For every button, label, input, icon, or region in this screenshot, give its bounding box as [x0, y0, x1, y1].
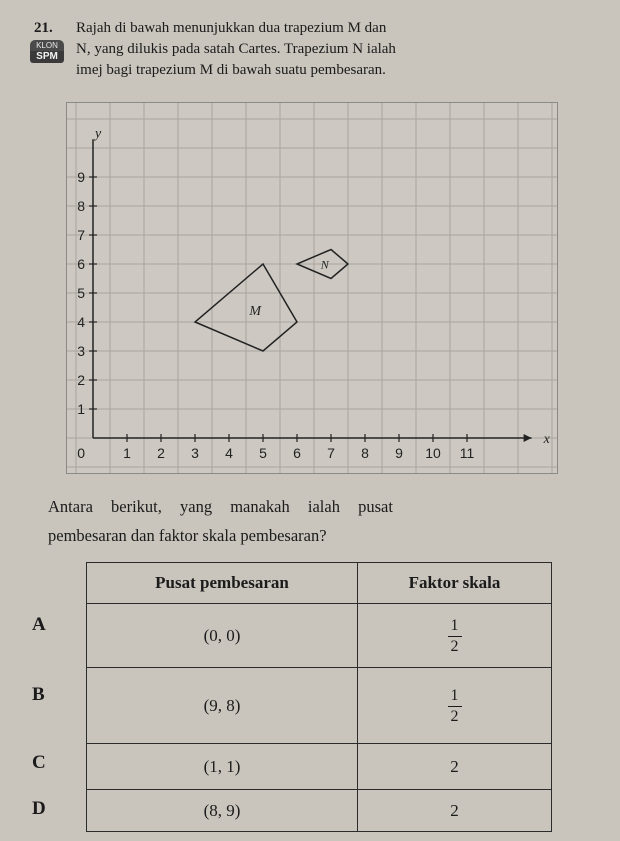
x-tick-label: 9	[395, 445, 403, 461]
x-tick-label: 4	[225, 445, 233, 461]
x-tick-label: 5	[259, 445, 267, 461]
option-d-center: (8, 9)	[87, 790, 358, 832]
option-d-factor: 2	[358, 790, 552, 832]
x-tick-label: 2	[157, 445, 165, 461]
table-row[interactable]	[87, 604, 552, 668]
table-header-row	[87, 563, 552, 604]
origin-label: 0	[77, 445, 85, 461]
y-tick-label: 6	[77, 256, 85, 272]
y-tick-label: 2	[77, 372, 85, 388]
question-line-3: imej bagi trapezium M di bawah suatu pembesaran.	[76, 62, 386, 78]
x-axis-label: x	[543, 432, 550, 447]
fraction-numerator: 1	[450, 687, 459, 704]
y-tick-label: 3	[77, 343, 85, 359]
fraction	[448, 687, 462, 726]
y-axis-label: y	[95, 126, 102, 142]
option-letter-a[interactable]: A	[32, 614, 46, 635]
options-table	[86, 562, 552, 832]
fraction-denominator: 2	[450, 638, 459, 655]
fraction	[448, 617, 462, 656]
cartesian-graph	[66, 102, 558, 474]
prompt-line-2: pembesaran dan faktor skala pembesaran?	[48, 526, 327, 545]
x-tick-label: 10	[425, 445, 441, 461]
y-tick-label: 1	[77, 401, 85, 417]
header-center: Pusat pembesaran	[87, 563, 358, 604]
y-tick-label: 8	[77, 198, 85, 214]
fraction-bar	[448, 706, 462, 707]
option-b-factor	[358, 668, 552, 744]
y-tick-label: 7	[77, 227, 85, 243]
y-tick-label: 9	[77, 169, 85, 185]
option-a-factor	[358, 604, 552, 668]
x-tick-label: 6	[293, 445, 301, 461]
badge-bottom-text: SPM	[30, 51, 64, 63]
x-tick-label: 1	[123, 445, 131, 461]
table-row[interactable]	[87, 668, 552, 744]
option-c-factor: 2	[358, 744, 552, 790]
y-tick-label: 5	[77, 285, 85, 301]
option-letter-d[interactable]: D	[32, 798, 46, 819]
fraction-bar	[448, 636, 462, 637]
question-line-2: N, yang dilukis pada satah Cartes. Trapezium N ialah	[76, 41, 396, 57]
y-tick-label: 4	[77, 314, 85, 330]
question-number: 21.	[34, 20, 53, 36]
x-tick-label: 11	[459, 445, 475, 461]
option-c-center: (1, 1)	[87, 744, 358, 790]
x-axis-arrow-icon	[524, 434, 532, 442]
header-factor: Faktor skala	[358, 563, 552, 604]
badge-top-text: KLON	[30, 40, 64, 51]
x-tick-label: 3	[191, 445, 199, 461]
option-letter-b[interactable]: B	[32, 684, 45, 705]
x-tick-label: 7	[327, 445, 335, 461]
x-tick-label: 8	[361, 445, 369, 461]
table-row[interactable]	[87, 744, 552, 790]
klon-spm-badge	[30, 40, 64, 64]
fraction-numerator: 1	[450, 617, 459, 634]
option-a-center: (0, 0)	[87, 604, 358, 668]
graph-svg	[67, 103, 557, 473]
fraction-denominator: 2	[450, 708, 459, 725]
trapezium-m-label: M	[249, 303, 262, 319]
prompt-line-1: Antara berikut, yang manakah ialah pusat	[48, 497, 393, 516]
option-letter-c[interactable]: C	[32, 752, 46, 773]
table-row[interactable]	[87, 790, 552, 832]
trapezium-n-label: N	[320, 257, 329, 272]
question-line-1: Rajah di bawah menunjukkan dua trapezium M dan	[76, 20, 387, 36]
option-b-center: (9, 8)	[87, 668, 358, 744]
